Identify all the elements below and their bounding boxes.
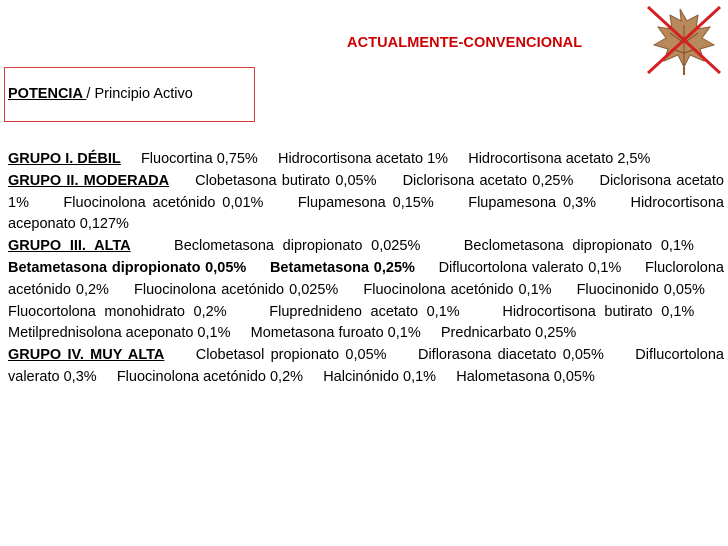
active-ingredient: Diflorasona diacetato 0,05% [417,347,604,364]
active-ingredient: Hidrocortisona acetato 1% [277,151,449,167]
active-ingredient: Diflucortolona valerato 0,3% [8,347,724,385]
active-ingredient: Prednicarbato 0,25% [440,325,577,342]
active-ingredient: Flupamesona 0,15% [297,194,434,211]
active-ingredient: Fluprednideno acetato 0,1% [269,303,460,320]
active-ingredient: Betametasona dipropionato 0,05% [8,259,247,276]
active-ingredient: Hidrocortisona acetato 2,5% [468,151,651,167]
active-ingredient: Fluocinolona acetónido 0,2% [116,368,304,385]
group-paragraph [8,345,724,389]
group-paragraph [8,236,724,345]
group-paragraph [8,171,724,236]
active-ingredient: Diflucortolona valerato 0,1% [438,259,622,276]
active-ingredient: Halometasona 0,05% [456,368,595,385]
active-ingredient: Diclorisona acetato 0,25% [402,172,574,189]
active-ingredient: Betametasona 0,25% [269,259,415,276]
active-ingredient: Fluocinonido 0,05% [576,281,705,298]
active-ingredient: Fluocortolona monohidrato 0,2% [8,303,227,320]
group-heading: GRUPO III. ALTA [8,238,131,255]
active-ingredient: Flupamesona 0,3% [468,194,597,211]
active-ingredient: Metilprednisolona aceponato 0,1% [8,325,231,342]
active-ingredient: Fluocinolona acetónido 0,025% [134,281,339,298]
active-ingredient: Halcinónido 0,1% [323,368,437,385]
active-ingredient: Fluocortina 0,75% [140,151,258,167]
group-paragraph [8,149,724,171]
legend-text [8,86,193,102]
active-ingredient: Fluocinolona acetónido 0,1% [363,281,552,298]
groups-list [8,149,724,389]
active-ingredient: Diclorisona acetato 1% [8,172,724,211]
header-label: ACTUALMENTE-CONVENCIONAL [347,35,583,51]
active-ingredient: Clobetasol propionato 0,05% [195,347,387,364]
group-heading: GRUPO IV. MUY ALTA [8,347,165,364]
group-heading: GRUPO II. MODERADA [8,172,170,189]
crossed-out-leaf-icon [640,3,728,77]
active-ingredient: Clobetasona butirato 0,05% [195,172,377,189]
active-ingredient: Hidrocortisona aceponato 0,127% [8,194,724,233]
active-ingredient: Fluclorolona acetónido 0,2% [8,259,724,298]
legend-potencia: POTENCIA [8,86,87,102]
legend-principio: / Principio Activo [86,86,193,102]
active-ingredient: Beclometasona dipropionato 0,1% [463,238,694,255]
active-ingredient: Hidrocortisona butirato 0,1% [502,303,695,320]
active-ingredient: Fluocinolona acetónido 0,01% [63,194,264,211]
active-ingredient: Beclometasona dipropionato 0,025% [174,238,421,255]
active-ingredient: Mometasona furoato 0,1% [250,325,421,342]
group-heading: GRUPO I. DÉBIL [8,151,121,167]
